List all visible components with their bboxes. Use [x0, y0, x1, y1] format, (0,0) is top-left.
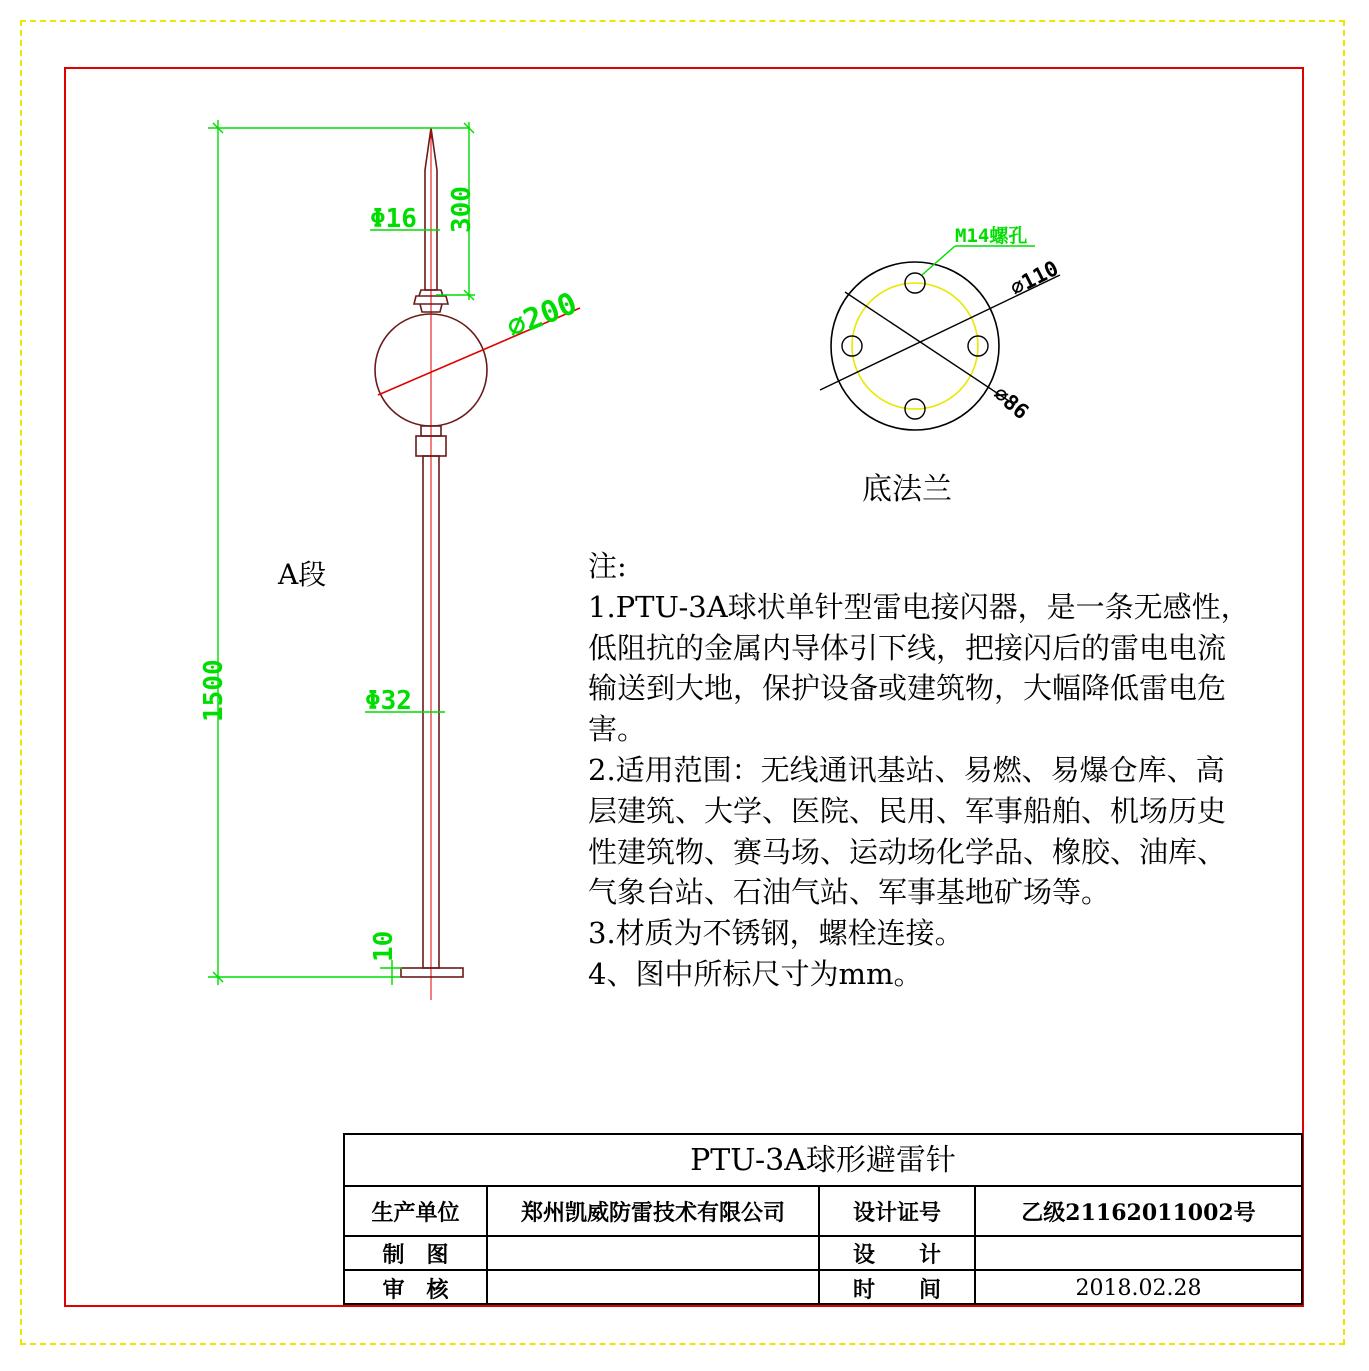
bolt-hole-leader	[922, 246, 955, 275]
tb-label: 生产单位	[371, 1199, 460, 1226]
tb-label: 时 间	[818, 1271, 974, 1305]
tb-label: 制 图	[382, 1241, 449, 1268]
notes-line: 输送到大地，保护设备或建筑物，大幅降低雷电危	[588, 671, 1227, 706]
dimension-lines	[208, 120, 475, 985]
tb-label: 设计证号	[818, 1187, 974, 1235]
tb-label: 审 核	[382, 1276, 449, 1303]
notes-line: 层建筑、大学、医院、民用、军事船舶、机场历史	[588, 793, 1227, 828]
tb-label: 设 计	[818, 1237, 974, 1269]
notes-line: 3.材质为不锈钢，螺栓连接。	[588, 916, 964, 951]
notes-line: 1.PTU-3A球状单针型雷电接闪器，是一条无感性，	[588, 589, 1250, 624]
tip-diameter-label: Φ16	[370, 204, 417, 234]
rod-diameter-label: Φ32	[365, 686, 412, 716]
tb-value	[486, 1237, 818, 1269]
notes-heading: 注:	[588, 549, 627, 583]
notes-line: 4、图中所标尺寸为mm。	[588, 956, 923, 991]
title-block-row	[345, 1187, 1301, 1237]
lightning-rod	[375, 128, 487, 1000]
tb-value: 2018.02.28	[974, 1271, 1301, 1305]
notes-line: 2.适用范围：无线通讯基站、易燃、易爆仓库、高	[588, 752, 1225, 787]
base-thickness-label: 10	[369, 930, 399, 962]
title-block-row	[345, 1271, 1301, 1305]
notes-line: 害。	[588, 712, 647, 747]
notes-line: 性建筑物、赛马场、运动场化学品、橡胶、油库、	[588, 834, 1227, 869]
drawing-title: PTU-3A球形避雷针	[345, 1135, 1301, 1187]
flange-caption: 底法兰	[862, 472, 952, 507]
segment-label: A段	[278, 558, 327, 591]
total-height-label: 1500	[199, 659, 229, 722]
tip-length-label: 300	[447, 186, 477, 233]
title-block	[343, 1133, 1303, 1305]
flange-diameter-label: ⌀110	[1006, 256, 1063, 301]
notes-line: 气象台站、石油气站、军事基地矿场等。	[588, 875, 1111, 910]
bolt-circle-label: ⌀86	[988, 381, 1034, 425]
title-block-row	[345, 1237, 1301, 1271]
tb-value	[486, 1271, 818, 1305]
bolt-circle	[852, 283, 978, 409]
tb-value	[974, 1237, 1301, 1269]
notes-line: 低阻抗的金属内导体引下线，把接闪后的雷电电流	[588, 630, 1227, 665]
tb-value: 郑州凯威防雷技术有限公司	[486, 1187, 818, 1235]
base-plate	[401, 968, 463, 977]
notes	[588, 546, 1298, 995]
bolt-hole-label: M14螺孔	[955, 225, 1028, 247]
ball-diameter-label: ⌀200	[501, 285, 582, 346]
tb-value: 乙级21162011002号	[974, 1187, 1301, 1235]
flange-outline	[831, 262, 999, 430]
